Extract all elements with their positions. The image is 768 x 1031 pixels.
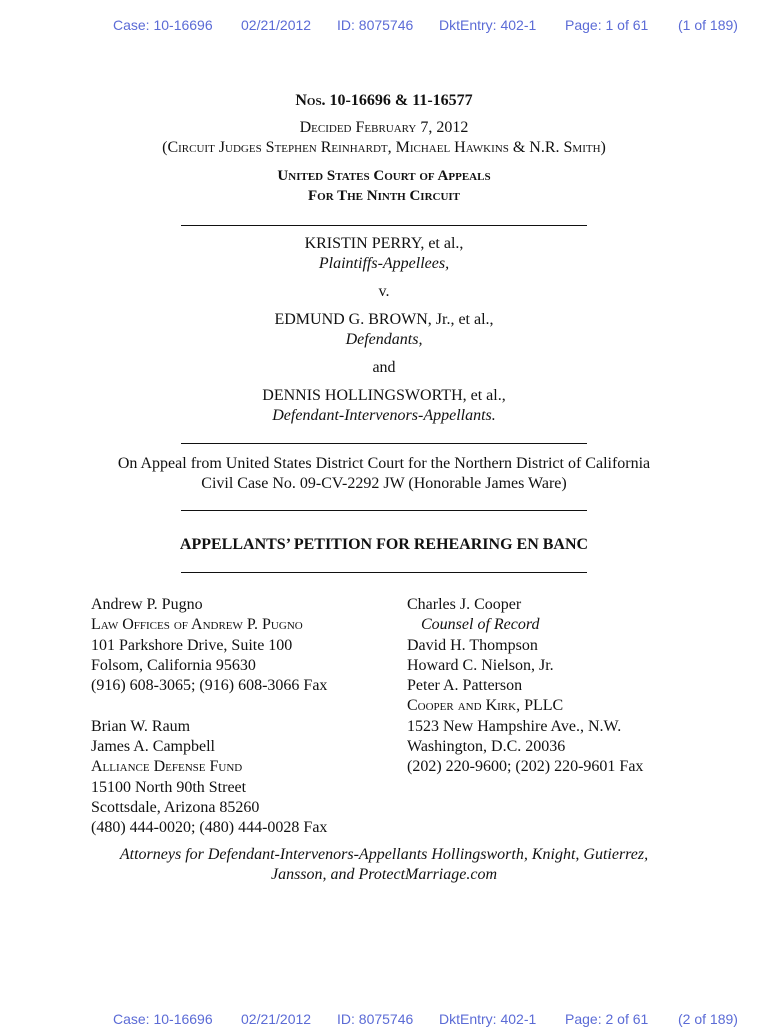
header-case: Case: 10-16696 <box>113 17 213 33</box>
plaintiff-name: KRISTIN PERRY, et al., <box>304 235 464 252</box>
divider <box>181 510 587 511</box>
header-id: ID: 8075746 <box>337 1011 414 1027</box>
counsel-right <box>407 595 643 778</box>
counsel-of-record: Counsel of Record <box>421 616 540 634</box>
counsel-line: Peter A. Patterson <box>407 677 523 695</box>
divider <box>181 225 587 226</box>
header-date: 02/21/2012 <box>241 17 312 33</box>
counsel-line: 15100 North 90th Street <box>91 778 247 796</box>
ecf-header <box>113 17 744 37</box>
counsel-line: Scottsdale, Arizona 85260 <box>91 798 260 816</box>
document-title: APPELLANTS’ PETITION FOR REHEARING EN BANC <box>179 536 589 553</box>
counsel-line: Charles J. Cooper <box>407 596 522 613</box>
attorneys-for-line2: Jansson, and ProtectMarriage.com <box>270 866 498 883</box>
intervenor-role: Defendant-Intervenors-Appellants. <box>272 407 496 424</box>
header-page-count: (1 of 189) <box>678 17 738 33</box>
counsel-line: James A. Campbell <box>91 738 215 756</box>
case-numbers: Nos. 10-16696 & 11-16577 <box>295 92 473 109</box>
defendant-role: Defendants, <box>345 331 423 348</box>
counsel-line: (916) 608-3065; (916) 608-3066 Fax <box>91 677 328 695</box>
court-name-line2: For The Ninth Circuit <box>307 188 461 204</box>
counsel-line: 1523 New Hampshire Ave., N.W. <box>407 717 622 735</box>
and-text: and <box>372 359 396 376</box>
counsel-line: Washington, D.C. 20036 <box>407 738 566 756</box>
divider <box>181 572 587 573</box>
ecf-header-next-page <box>113 1011 744 1031</box>
appeal-line2: Civil Case No. 09-CV-2292 JW (Honorable James Ware) <box>201 475 567 492</box>
defendant-name: EDMUND G. BROWN, Jr., et al., <box>274 311 494 328</box>
counsel-line: 101 Parkshore Drive, Suite 100 <box>91 636 293 654</box>
counsel-line: Howard C. Nielson, Jr. <box>407 656 554 674</box>
header-case: Case: 10-16696 <box>113 1011 213 1027</box>
header-page: Page: 2 of 61 <box>565 1011 649 1027</box>
counsel-firm: Alliance Defense Fund <box>91 758 243 776</box>
header-dkt-entry: DktEntry: 402-1 <box>439 17 537 33</box>
counsel-line: Andrew P. Pugno <box>91 596 203 613</box>
divider <box>181 443 587 444</box>
header-date: 02/21/2012 <box>241 1011 312 1027</box>
counsel-line: David H. Thompson <box>407 636 538 654</box>
counsel-firm: Law Offices of Andrew P. Pugno <box>91 616 303 634</box>
counsel-firm: Cooper and Kirk, PLLC <box>407 697 564 715</box>
counsel-left <box>91 595 327 839</box>
counsel-spacer <box>91 696 327 716</box>
counsel-line: (480) 444-0020; (480) 444-0028 Fax <box>91 819 328 837</box>
versus: v. <box>378 283 390 300</box>
appeal-line1: On Appeal from United States District Court for the Northern District of California <box>117 455 651 472</box>
circuit-judges: (Circuit Judges Stephen Reinhardt, Michael Hawkins & N.R. Smith) <box>162 139 606 156</box>
intervenor-name: DENNIS HOLLINGSWORTH, et al., <box>262 387 506 404</box>
header-page-count: (2 of 189) <box>678 1011 738 1027</box>
plaintiff-role: Plaintiffs-Appellees, <box>318 255 450 272</box>
header-page: Page: 1 of 61 <box>565 17 649 33</box>
header-dkt-entry: DktEntry: 402-1 <box>439 1011 537 1027</box>
attorneys-for-line1: Attorneys for Defendant-Intervenors-Appellants Hollingsworth, Knight, Gutierrez, <box>119 846 649 863</box>
counsel-line: Brian W. Raum <box>91 717 191 735</box>
header-id: ID: 8075746 <box>337 17 414 33</box>
court-name-line1: United States Court of Appeals <box>277 168 491 184</box>
counsel-line: (202) 220-9600; (202) 220-9601 Fax <box>407 758 644 776</box>
decided-date: Decided February 7, 2012 <box>299 119 469 136</box>
counsel-line: Folsom, California 95630 <box>91 656 256 674</box>
